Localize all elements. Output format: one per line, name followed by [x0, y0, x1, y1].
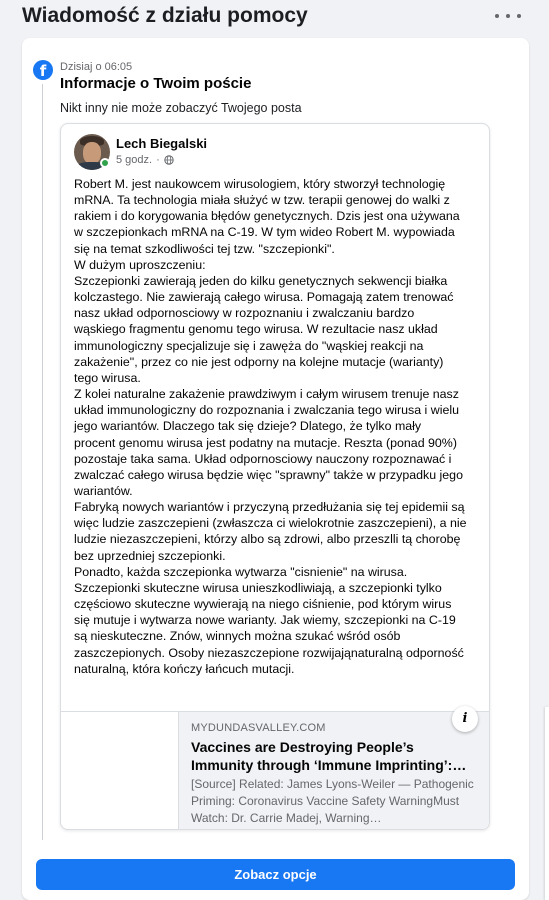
more-dots-icon	[506, 14, 510, 18]
notification-time: Dzisiaj o 06:05	[60, 61, 133, 73]
post-time[interactable]: 5 godz.	[116, 154, 153, 166]
notification-subtitle: Nikt inny nie może zobaczyć Twojego posta	[60, 101, 302, 115]
link-preview-body[interactable]	[179, 712, 489, 829]
link-thumbnail[interactable]	[61, 712, 179, 829]
notification-title: Informacje o Twoim poście	[60, 75, 252, 92]
more-options-button[interactable]	[495, 8, 521, 24]
meta-separator: ·	[156, 154, 160, 166]
online-status-icon	[100, 158, 110, 168]
link-description: [Source] Related: James Lyons-Weiler — Pathogenic Priming: Coronavirus Vaccine Safety WarningMust Watch: Dr. Carrie Madej, Warning…	[191, 777, 474, 825]
link-domain: MYDUNDASVALLEY.COM	[191, 722, 326, 734]
post-meta	[116, 154, 174, 166]
see-options-button[interactable]: Zobacz opcje	[36, 859, 515, 890]
post-text: Robert M. jest naukowcem wirusologiem, który stworzył technologię mRNA. Ta technologia miała służyć w tzw. terapii genowej do walki z rakiem i do korygowania błędów genetycznych. Dzis jest ona używana w szczepionkach mRNA na C-19. W tym wideo Robert M. wypowiada się na temat szkodliwości tej tzw. "szczepionki". W dużym uproszczeniu: Szczepionki zawierają jeden do kilku genetycznych sekwencji białka kolczastego. Nie zawierają całego wirusa. Pomagają zatem trenować nasz układ odpornosciowy w rozpoznaniu i zwalczaniu bardzo wąskiego fragmentu genomu tego wirusa. W rezultacie nasz układ immunologiczny specjalizuje się i zawęża do "wąskiej reakcji na zakażenie", przez co nie jest odporny na kolejne mutacje (warianty) tego wirusa. Z kolei naturalne zakażenie prawdziwym i całym wirusem trenuje nasz układ immunologiczny do rozpoznania i zwalczania tego wirusa i wielu jego wariantów. Dlaczego tak się dzieje? Dlatego, że tylko mały procent genomu wirusa jest podatny na mutacje. Reszta (ponad 90%) pozostaje taka sama. Układ odpornosciowy nauczony rozpoznawać i zwalczać całego wirusa będzie więc "sprawny" także w przypadku jego wariantów. Fabryką nowych wariantów i przyczyną przedłużania się tej epidemii są więc ludzie zaszczepieni (zwłaszcza ci wielokrotnie zaszczepieni), a nie ludzie niezaszczepieni, którzy albo są zdrowi, albo przeszlli tą chorobę bez uprzedniej szczepionki. Ponadto, każda szczepionka wytwarza "cisnienie" na wirusa. Szczepionki skuteczne wirusa unieszkodliwiają, a szczepionki tylko częściowo skuteczne wywierają na niego ciśnienie, pod którym wirus się mutuje i wytwarza nowe warianty. Jak wiemy, szczepionki na C-19 są nieskuteczne. Znów, winnych można szukać wśród osób zaszczepionych. Osoby niezaszczepione rozwijająnaturalną odporność naturalną, która kończy łańcuch mutacji.	[74, 177, 467, 676]
more-dots-icon	[495, 14, 499, 18]
page-header	[0, 0, 549, 36]
side-panel-edge	[545, 707, 549, 900]
link-title[interactable]: Vaccines are Destroying People’s Immunity through ‘Immune Imprinting’:…	[191, 739, 467, 773]
more-dots-icon	[517, 14, 521, 18]
post-card	[60, 123, 490, 830]
post-author[interactable]: Lech Biegalski	[116, 136, 208, 151]
thread-line	[42, 84, 43, 840]
link-preview[interactable]	[61, 711, 489, 829]
facebook-logo-icon: f	[33, 60, 53, 80]
globe-icon	[164, 155, 174, 165]
page-title: Wiadomość z działu pomocy	[22, 4, 308, 27]
info-icon[interactable]: i	[452, 706, 478, 732]
